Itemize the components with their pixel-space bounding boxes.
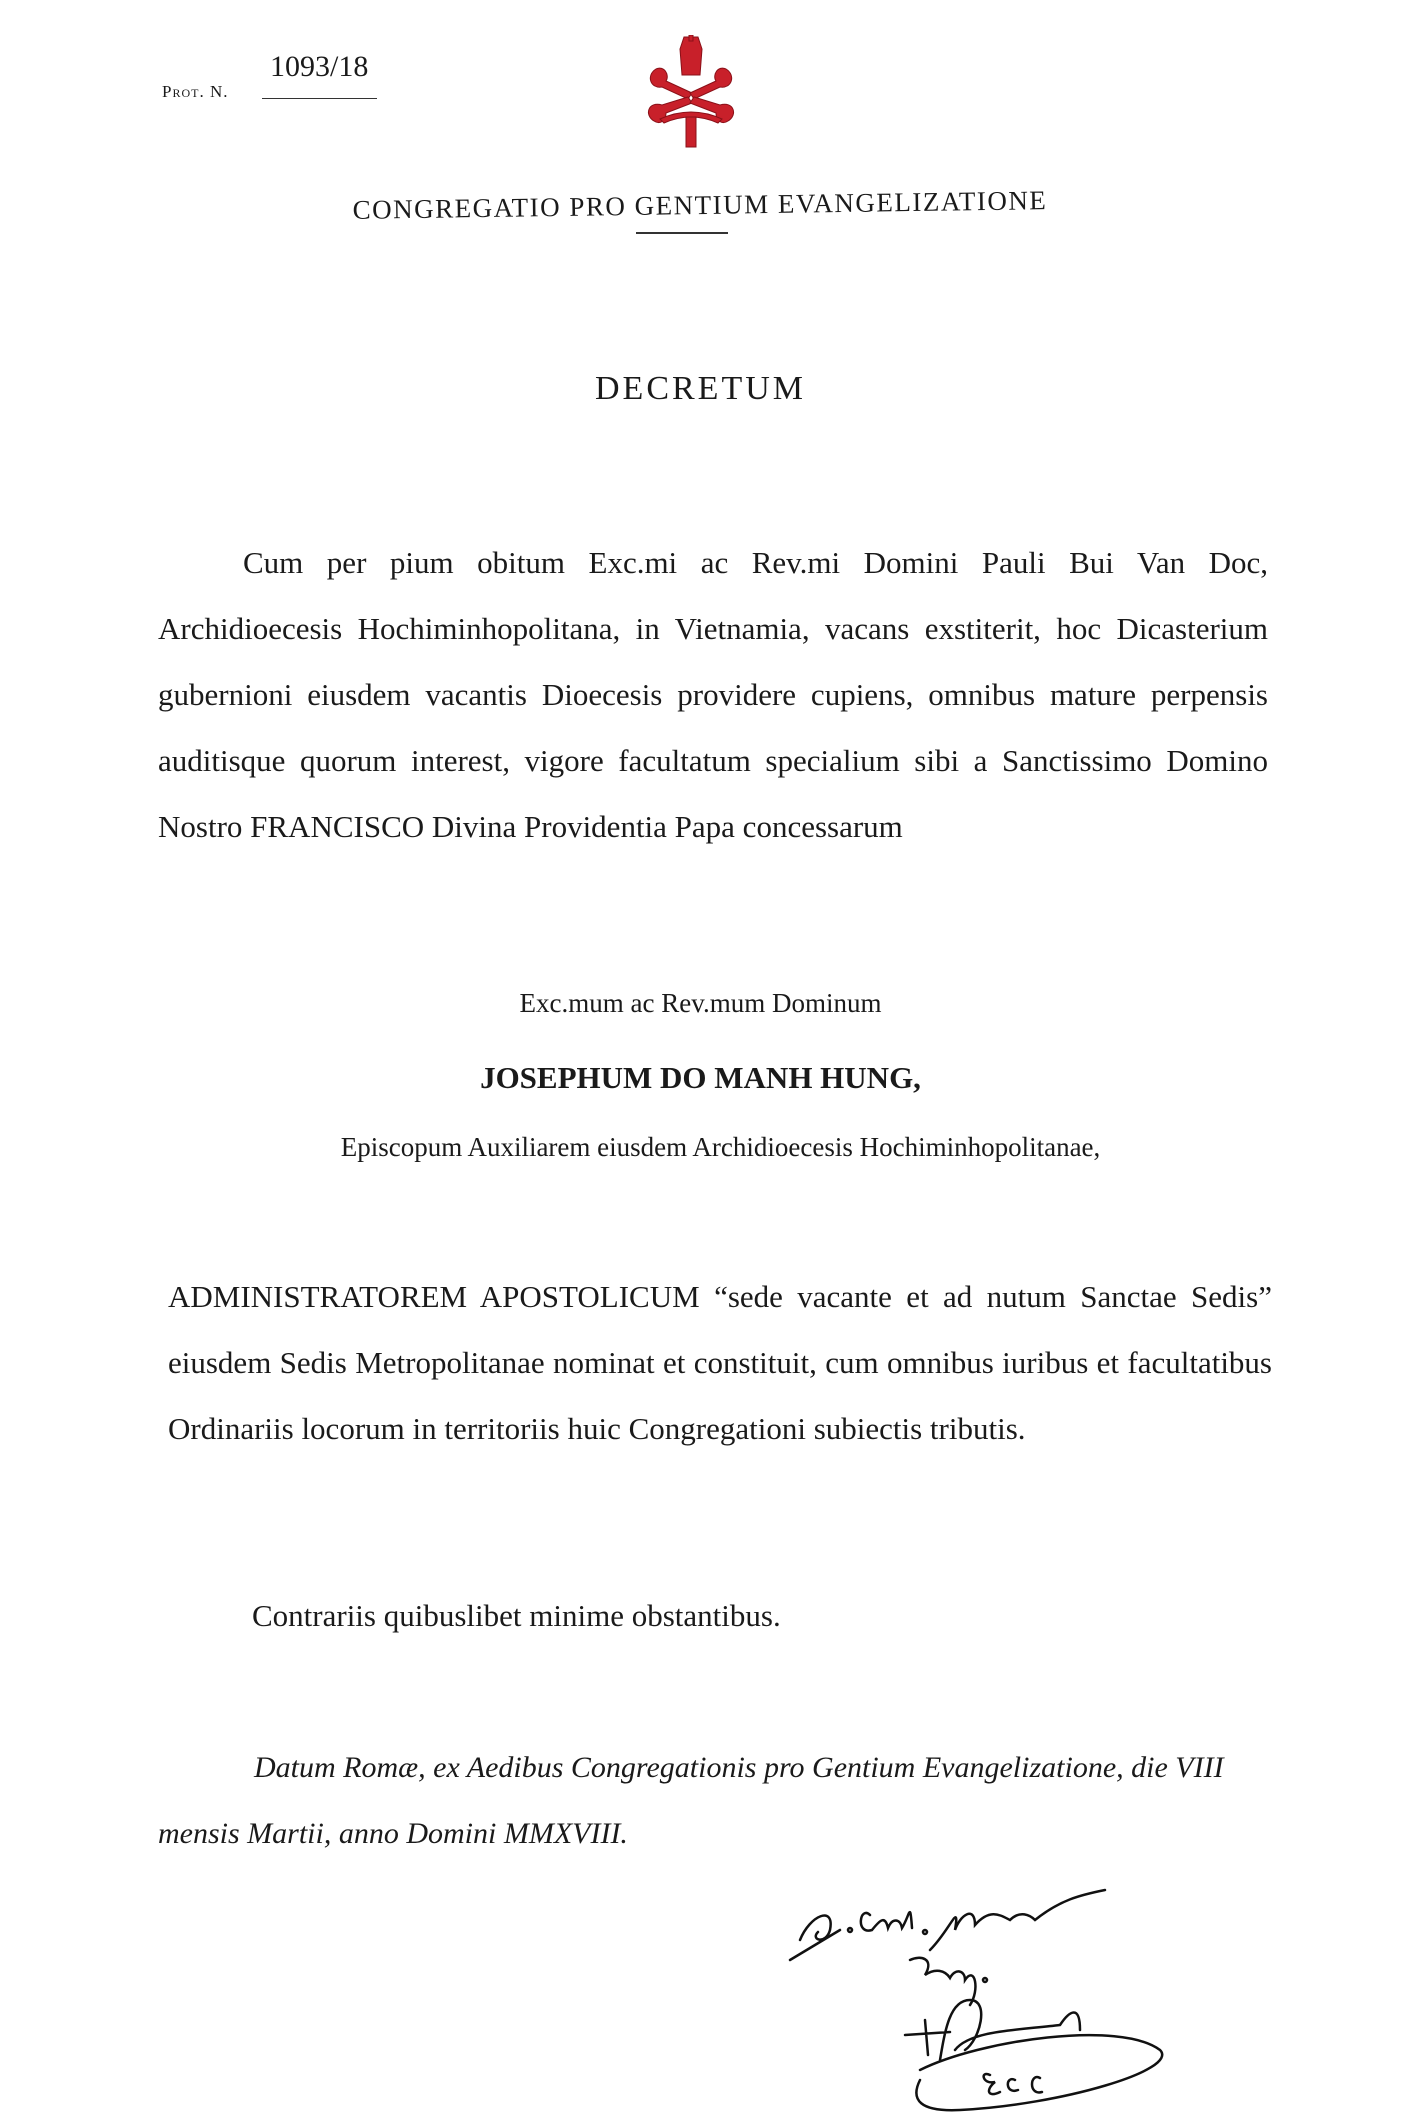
closing-clause: Contrariis quibuslibet minime obstantibus.	[252, 1598, 781, 1633]
prefect-signature	[790, 1890, 1105, 1960]
appointment-paragraph: ADMINISTRATOREM APOSTOLICUM “sede vacante et ad nutum Sanctae Sedis” eiusdem Sedis Metropolitanae nominat et constituit, cum omnibus iuribus et facultatibus Ordinariis locorum in territoriis huic Congregationi subiectis tributis.	[168, 1279, 1272, 1446]
protocol-underline	[262, 98, 377, 99]
praef-abbrev	[910, 1958, 987, 2005]
preamble-paragraph: Cum per pium obitum Exc.mi ac Rev.mi Domini Pauli Bui Van Doc, Archidioecesis Hochiminhopolitana, in Vietnamia, vacans exstiterit, hoc Dicasterium gubernioni eiusdem vacantis Dioecesis providere cupiens, omnibus mature perpensis auditisque quorum interest, vigore facultatum specialium sibi a Sanctissimo Domino Nostro FRANCISCO Divina Providentia Papa concessarum	[158, 545, 1268, 844]
document-title: DECRETUM	[595, 370, 806, 407]
honorific-line: Exc.mum ac Rev.mum Dominum	[519, 988, 882, 1018]
header-divider	[636, 232, 728, 234]
appointee-name: JOSEPHUM DO MANH HUNG,	[480, 1060, 921, 1095]
sec-abbrev	[984, 2074, 1042, 2094]
papal-keys-emblem-icon	[636, 35, 746, 150]
appointee-role: Episcopum Auxiliarem eiusdem Archidioecesis Hochiminhopolitanae,	[340, 1132, 1101, 1162]
signatures	[760, 1860, 1200, 2120]
datum-line: Datum Romæ, ex Aedibus Congregationis pro Gentium Evangelizatione, die VIII mensis Martii, anno Domini MMXVIII.	[158, 1751, 1224, 1850]
protocol-number: 1093/18	[270, 50, 369, 83]
congregation-name: CONGREGATIO PRO GENTIUM EVANGELIZATIONE	[352, 185, 1048, 225]
secretary-signature	[905, 2000, 1162, 2110]
protocol-label: Prot. N.	[162, 82, 229, 101]
